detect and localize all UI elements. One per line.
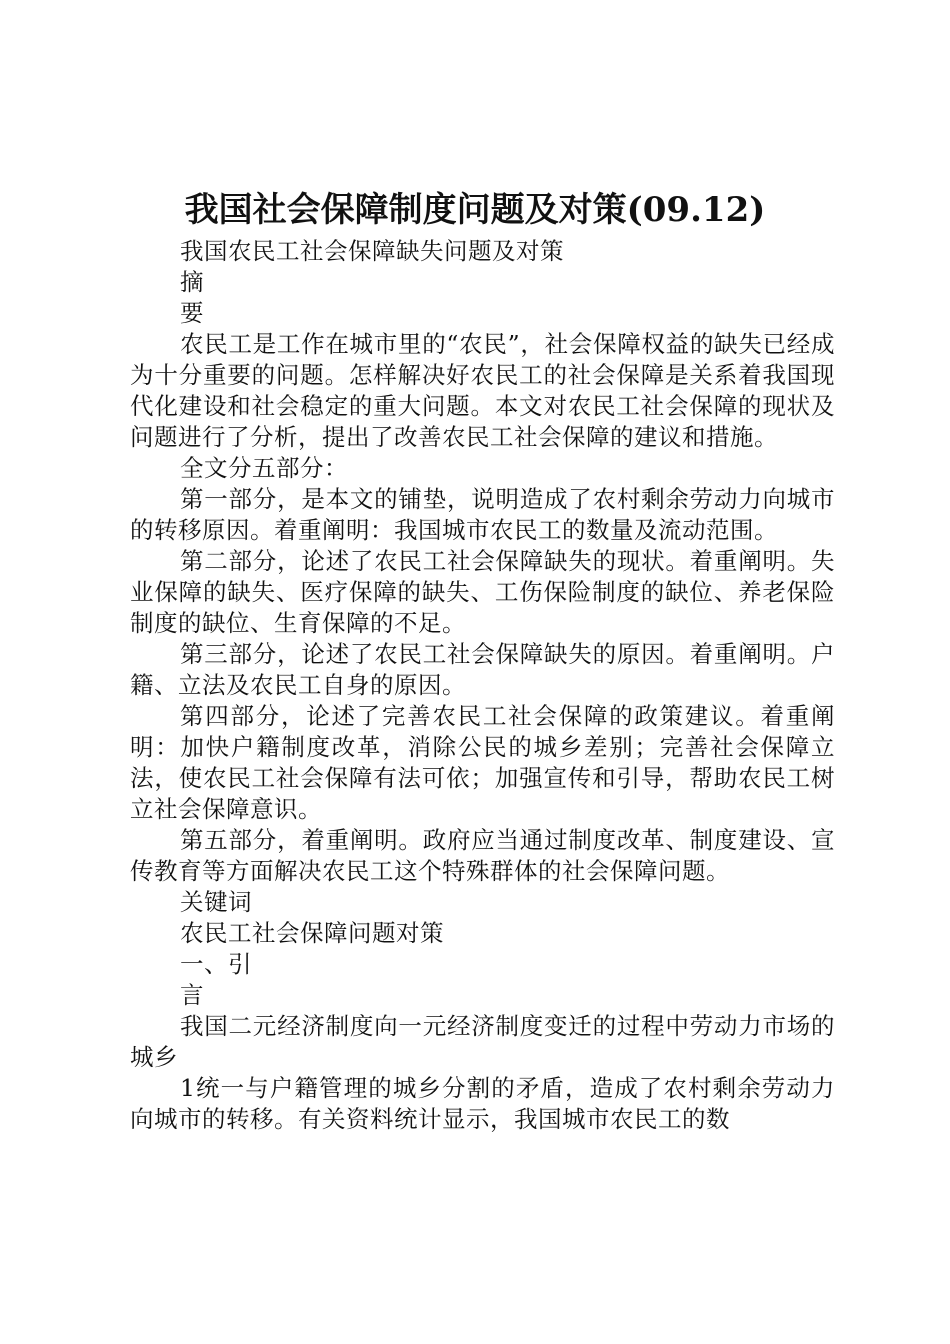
structure-intro-paragraph: 全文分五部分： xyxy=(180,454,348,482)
abstract-heading-part1: 摘 xyxy=(180,268,204,296)
part-two-paragraph: 第二部分，论述了农民工社会保障缺失的现状。着重阐明。失业保障的缺失、医疗保障的缺失、工伤保险制度的缺位、养老保险制度的缺位、生育保障的不足。 xyxy=(130,547,835,637)
keywords-value: 农民工社会保障问题对策 xyxy=(180,919,444,947)
part-five-paragraph: 第五部分，着重阐明。政府应当通过制度改革、制度建设、宣传教育等方面解决农民工这个特殊群体的社会保障问题。 xyxy=(130,826,835,885)
document-title: 我国社会保障制度问题及对策(09.12) xyxy=(184,190,766,230)
intro-paragraph-2: 1统一与户籍管理的城乡分割的矛盾，造成了农村剩余劳动力向城市的转移。有关资料统计显示，我国城市农民工的数 xyxy=(130,1074,835,1133)
part-three-paragraph: 第三部分，论述了农民工社会保障缺失的原因。着重阐明。户籍、立法及农民工自身的原因。 xyxy=(130,640,835,699)
subtitle-paragraph: 我国农民工社会保障缺失问题及对策 xyxy=(180,237,564,265)
section-heading-part1: 一、引 xyxy=(180,950,252,978)
part-one-paragraph: 第一部分，是本文的铺垫，说明造成了农村剩余劳动力向城市的转移原因。着重阐明：我国城市农民工的数量及流动范围。 xyxy=(130,485,835,544)
abstract-paragraph: 农民工是工作在城市里的“农民”，社会保障权益的缺失已经成为十分重要的问题。怎样解决好农民工的社会保障是关系着我国现代化建设和社会稳定的重大问题。本文对农民工社会保障的现状及问题进行了分析，提出了改善农民工社会保障的建议和措施。 xyxy=(130,330,835,451)
intro-paragraph-1: 我国二元经济制度向一元经济制度变迁的过程中劳动力市场的城乡 xyxy=(130,1012,835,1071)
part-four-paragraph: 第四部分，论述了完善农民工社会保障的政策建议。着重阐明：加快户籍制度改革，消除公民的城乡差别；完善社会保障立法，使农民工社会保障有法可依；加强宣传和引导，帮助农民工树立社会保障意识。 xyxy=(130,702,835,823)
abstract-heading-part2: 要 xyxy=(180,299,204,327)
document-body xyxy=(130,236,835,1135)
keywords-heading: 关键词 xyxy=(180,888,252,916)
section-heading-part2: 言 xyxy=(180,981,204,1009)
